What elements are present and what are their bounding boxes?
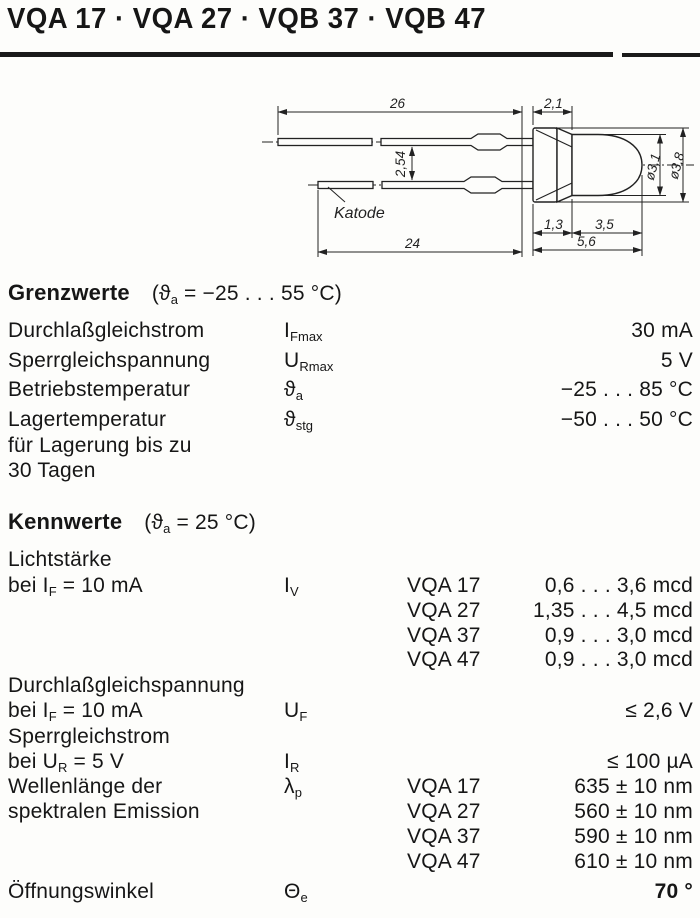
- dim-label-dome: 3,5: [595, 217, 614, 232]
- dim-label-lead-pitch: 2,54: [393, 150, 408, 178]
- param-symbol: $U_F$: [284, 699, 308, 724]
- kennwerte-row: [0, 824, 700, 851]
- grenzwerte-heading-row: [0, 280, 700, 307]
- model-name: VQA 37: [407, 624, 481, 647]
- model-name: VQA 17: [407, 574, 481, 597]
- grenzwerte-row: [0, 377, 700, 404]
- param-symbol: $I_V$: [284, 574, 299, 599]
- grenzwerte-row: [0, 348, 700, 375]
- kennwerte-row: [0, 799, 700, 826]
- kennwerte-row: [0, 879, 700, 906]
- kennwerte-row: [0, 647, 700, 674]
- param-value: 635 ± 10 nm: [574, 775, 693, 798]
- header-divider-segment: [622, 53, 700, 57]
- param-symbol: $I_R$: [284, 750, 300, 775]
- param-value: 30 mA: [631, 319, 693, 342]
- cathode-leader-line: [328, 187, 345, 202]
- param-label: spektralen Emission: [8, 800, 200, 823]
- param-label: Betriebstemperatur: [8, 378, 191, 401]
- param-value: 5 V: [660, 349, 693, 372]
- grenzwerte-condition: ($ϑ_a = -25$ . . . 55 °C): [151, 282, 342, 307]
- model-name: VQA 27: [407, 800, 481, 823]
- param-value: ≤ 100 µA: [607, 750, 693, 773]
- param-value: −25 . . . 85 °C: [560, 378, 693, 401]
- led-dimension-drawing: [250, 80, 700, 272]
- dim-label-top-lead: 26: [390, 96, 406, 111]
- param-symbol: $U_{Rmax}$: [284, 349, 334, 374]
- param-symbol: $ϑ_a$: [284, 378, 303, 403]
- param-symbol: $\Theta_e$: [284, 880, 308, 905]
- model-name: VQA 47: [407, 850, 481, 873]
- grenzwerte-row: [0, 318, 700, 345]
- dim-label-dia-flange: ø3,8: [665, 150, 688, 181]
- model-name: VQA 17: [407, 775, 481, 798]
- param-label: Durchlaßgleichspannung: [8, 674, 245, 697]
- param-condition: bei $I_F = 10$ mA: [8, 699, 143, 724]
- param-value: 610 ± 10 nm: [574, 850, 693, 873]
- param-value: −50 . . . 50 °C: [560, 408, 693, 431]
- param-label: für Lagerung bis zu: [8, 434, 192, 457]
- param-value: 0,9 . . . 3,0 mcd: [544, 624, 693, 647]
- kennwerte-row: [0, 573, 700, 600]
- param-value: 590 ± 10 nm: [574, 825, 693, 848]
- model-name: VQA 27: [407, 599, 481, 622]
- kennwerte-heading-row: [0, 509, 700, 536]
- param-value: 1,35 . . . 4,5 mcd: [532, 599, 693, 622]
- kennwerte-row: [0, 547, 700, 574]
- param-value: 0,9 . . . 3,0 mcd: [544, 648, 693, 671]
- kennwerte-row: [0, 749, 700, 776]
- param-label: Lagertemperatur: [8, 408, 167, 431]
- dim-label-collar: 2,1: [544, 96, 563, 111]
- param-condition: bei $U_R = 5$ V: [8, 750, 125, 775]
- param-symbol: $I_{Fmax}$: [284, 319, 323, 344]
- model-name: VQA 37: [407, 825, 481, 848]
- param-label: Sperrgleichstrom: [8, 725, 170, 748]
- grenzwerte-row-continued: [0, 458, 700, 485]
- kennwerte-condition: ($ϑ_a = 25$ °C): [144, 511, 256, 536]
- dim-label-bottom-lead: 24: [405, 236, 421, 251]
- kennwerte-row: [0, 598, 700, 625]
- cathode-label: Katode: [334, 205, 385, 222]
- param-value: 70 °: [654, 880, 693, 903]
- param-label: Öffnungswinkel: [8, 880, 154, 903]
- param-symbol: $ϑ_{stg}$: [284, 408, 314, 433]
- kennwerte-row: [0, 849, 700, 876]
- page-title: VQA 17 · VQA 27 · VQB 37 · VQB 47: [7, 3, 487, 35]
- param-value: ≤ 2,6 V: [625, 699, 693, 722]
- kennwerte-row: [0, 724, 700, 751]
- dim-label-body: 5,6: [577, 234, 596, 249]
- kennwerte-heading: Kennwerte ($ϑ_a = 25$ °C): [8, 509, 256, 536]
- kennwerte-row: [0, 698, 700, 725]
- dim-label-dia-lens: ø3,1: [641, 151, 664, 182]
- kennwerte-row: [0, 673, 700, 700]
- led-body: [533, 128, 642, 202]
- param-label: Sperrgleichspannung: [8, 349, 211, 372]
- dim-label-flange: 1,3: [544, 217, 563, 232]
- param-value: 560 ± 10 nm: [574, 800, 693, 823]
- model-name: VQA 47: [407, 648, 481, 671]
- param-label: Wellenlänge der: [8, 775, 163, 798]
- param-label: Durchlaßgleichstrom: [8, 319, 205, 342]
- grenzwerte-heading: Grenzwerte ($ϑ_a = -25$ . . . 55 °C): [8, 280, 342, 307]
- param-value: 0,6 . . . 3,6 mcd: [544, 574, 693, 597]
- param-label: Lichtstärke: [8, 548, 112, 571]
- param-symbol: $\lambda_p$: [284, 775, 302, 800]
- kennwerte-row: [0, 774, 700, 801]
- param-condition: bei $I_F = 10$ mA: [8, 574, 143, 599]
- grenzwerte-row-continued: [0, 433, 700, 460]
- header-divider: [0, 52, 613, 57]
- grenzwerte-row: [0, 407, 700, 434]
- param-label: 30 Tagen: [8, 459, 96, 482]
- kennwerte-row: [0, 623, 700, 650]
